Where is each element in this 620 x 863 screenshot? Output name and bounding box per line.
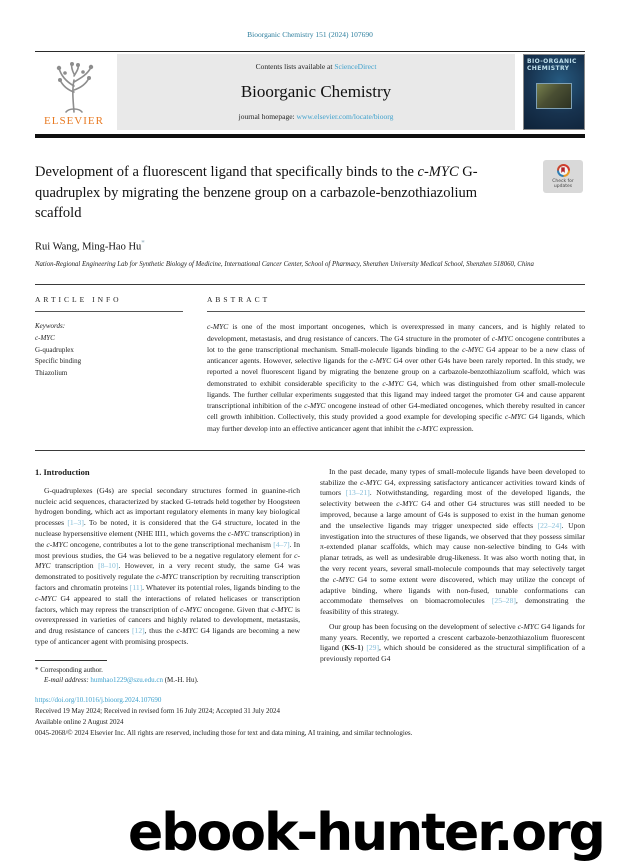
homepage-link[interactable]: www.elsevier.com/locate/bioorg	[296, 112, 394, 121]
check-badge-label: Check for updates	[552, 178, 574, 189]
keyword-item: G-quadruplex	[35, 345, 74, 354]
elsevier-logo	[35, 54, 113, 130]
crossmark-icon	[557, 164, 570, 177]
article-info-rule	[35, 311, 183, 312]
cover-image	[536, 83, 572, 109]
page-footer	[35, 695, 585, 738]
elsevier-wordmark: ELSEVIER	[44, 115, 104, 127]
journal-page	[0, 30, 620, 739]
keyword-item: Specific binding	[35, 357, 82, 366]
citation-link[interactable]: [12]	[132, 626, 145, 636]
author-names: Rui Wang, Ming-Hao Hu	[35, 241, 142, 253]
sciencedirect-link[interactable]: ScienceDirect	[334, 62, 377, 71]
citation-link[interactable]: [25–28]	[491, 596, 516, 606]
email-line	[35, 675, 300, 686]
corresponding-author-mark[interactable]: *	[141, 238, 145, 247]
body-paragraph: In the past decade, many types of small-molecule ligands have been developed to stabilize the c-MYC G4, expressing satisfactory anticancer activities toward kinds of tumors [13–21]. Notwithstanding, regarding most of the developed ligands, the selectivity between the c-MYC G4 and other G4 structures was still needed to be improved, because a large amount of G4s is supposed to exist in the human genome and the unselective ligands may trigger unexpected side effects [22–24]. Upon investigation into the structures of these ligands, we observed that they possess similar π-extended planar scaffolds, which may cause non-selective binding to G4s with planar tetrads, as well as undesirable drug-likeness. It was also worth noting that, in the very recent years, several small-molecule compounds that may selectively target the c-MYC G4 to some extent were discovered, which may utilize the concept of adaptive binding, where ligands with non-fused, tunable conformations can accommodate themselves on biomacromolecules [25–28], demonstrating the feasibility of this strategy.	[320, 466, 586, 617]
keyword-item: c-MYC	[35, 333, 55, 342]
journal-title: Bioorganic Chemistry	[240, 81, 392, 101]
citation-link[interactable]: [29]	[366, 643, 379, 653]
elsevier-tree-icon	[51, 62, 97, 114]
author-line	[35, 239, 585, 253]
abstract-text: c-MYC is one of the most important oncogenes, which is overexpressed in many cancers, and is highly related to development, metastasis, and drug resistance of cancers. The G4 structure in the promoter of c-MYC oncogene contributes a lot to the gene transcriptional mechanism. Small-molecule ligands binding to the c-MYC G4 appear to be a new class of anticancer agents. However, selective ligands for the c-MYC G4 over other G4s have been rarely reported. In this study, we reported a novel fluorescent ligand by migrating the benzene group on a carbazole-benzothiazolium scaffold, which was demonstrated to exhibit considerable specificity to the c-MYC G4, which was distinguished from other small-molecule ligands. The further cellular experiments suggested that this ligand may indeed target the promoter G4 and cause apparent transcriptional inhibition of the c-MYC oncogene instead of other G4-mediated oncogenes, which thereby resulted in cancer cell growth inhibition. Collectively, this study provided a good example for developing specific c-MYC G4 ligands, which may further develop into an effective anticancer agent that inhibit the c-MYC expression.	[207, 322, 586, 433]
cover-title: BIO-ORGANIC CHEMISTRY	[527, 58, 577, 72]
citation-link[interactable]: [1–3]	[67, 518, 84, 528]
abstract-column	[207, 295, 585, 434]
email-suffix: (M.-H. Hu).	[162, 676, 199, 685]
corresponding-author-note: * Corresponding author.	[35, 665, 103, 674]
citation-link[interactable]: [8–10]	[98, 561, 119, 571]
citation-link[interactable]: [11]	[129, 582, 143, 592]
email-link[interactable]: humhao1229@szu.edu.cn	[90, 676, 163, 685]
title-block	[35, 162, 585, 270]
ebook-hunter-watermark: ebook-hunter.org	[128, 803, 604, 863]
footnote-rule	[35, 660, 107, 661]
citation-link[interactable]: [4–7]	[273, 539, 290, 549]
keyword-item: Thiazolium	[35, 368, 68, 377]
article-info-heading: ARTICLE INFO	[35, 295, 122, 305]
info-abstract-block	[35, 284, 585, 451]
doi-link[interactable]: https://doi.org/10.1016/j.bioorg.2024.107690	[35, 696, 162, 705]
right-column	[320, 467, 585, 686]
journal-citation: Bioorganic Chemistry 151 (2024) 107690	[247, 30, 373, 39]
homepage-prefix: journal homepage:	[238, 112, 297, 121]
keywords-list	[35, 321, 183, 379]
banner-center	[117, 54, 515, 130]
abstract-heading: ABSTRACT	[207, 295, 271, 305]
contents-line	[123, 62, 509, 71]
keywords-label: Keywords:	[35, 322, 66, 331]
received-line: Received 19 May 2024; Received in revised form 16 July 2024; Accepted 31 July 2024	[35, 707, 280, 716]
body-columns	[35, 467, 585, 686]
abstract-rule	[207, 311, 585, 312]
available-line: Available online 2 August 2024	[35, 718, 124, 727]
left-column	[35, 467, 300, 686]
email-label: E-mail address:	[44, 676, 89, 685]
body-paragraph: Our group has been focusing on the development of selective c-MYC G4 ligands for many years. Recently, we reported a crescent carbazole-benzothiazolium fluorescent ligand (KS-1) [29], which should be considered as the structural simplification of a previously reported G4	[320, 621, 585, 664]
journal-cover-thumbnail	[523, 54, 585, 130]
intro-paragraph: G-quadruplexes (G4s) are special secondary structures formed in guanine-rich nucleic acid sequences, characterized by stacked G-tetrads held together by Hoogsteen hydrogen bonding, which act as important regulatory elements in many key biological processes [1–3]. To be noted, it is considered that the G4 structure, located in the nuclease hypersensitive element (NHE III1, which governs the c-MYC transcription) in the c-MYC oncogene, contributes a lot to the gene transcriptional mechanism [4–7]. In most previous studies, the G4 was believed to be a negative regulatory element for c-MYC transcription [8–10]. However, in a very recent study, the same G4 was demonstrated to positively regulate the c-MYC transcription by recruiting transcription factors and chromatin proteins [11]. Whatever its potential roles, ligands binding to the c-MYC G4 appeared to stall the interactions of related helicases or transcription factors, which may repress the transcription of c-MYC oncogene. Given that c-MYC is overexpressed in varieties of cancers and highly related to development, metastasis, and drug resistance of cancers [12], thus the c-MYC G4 ligands are becoming a new type of anticancer agent with promising prospects.	[35, 485, 301, 646]
introduction-heading: 1. Introduction	[35, 466, 90, 477]
citation-link[interactable]: [22–24]	[537, 520, 562, 530]
citation-link[interactable]: [13–21]	[345, 488, 370, 498]
check-for-updates-badge[interactable]	[543, 160, 583, 193]
copyright-line: 0045-2068/© 2024 Elsevier Inc. All rights are reserved, including those for text and data mining, AI training, and similar technologies.	[35, 728, 413, 737]
contents-prefix: Contents lists available at	[255, 62, 335, 71]
affiliation: Nation-Regional Engineering Lab for Synthetic Biology of Medicine, International Cancer Center, School of Pharmacy, Shenzhen University Medical School, Shenzhen 518060, China	[35, 261, 534, 269]
footnote-block	[35, 660, 300, 687]
journal-banner	[35, 51, 585, 130]
article-title: Development of a fluorescent ligand that specifically binds to the c-MYC G-quadruplex by migrating the benzene group on a carbazole-benzothiazolium scaffold	[35, 164, 478, 222]
header-divider	[35, 134, 585, 138]
homepage-line	[123, 112, 509, 121]
article-info-column	[35, 295, 183, 434]
